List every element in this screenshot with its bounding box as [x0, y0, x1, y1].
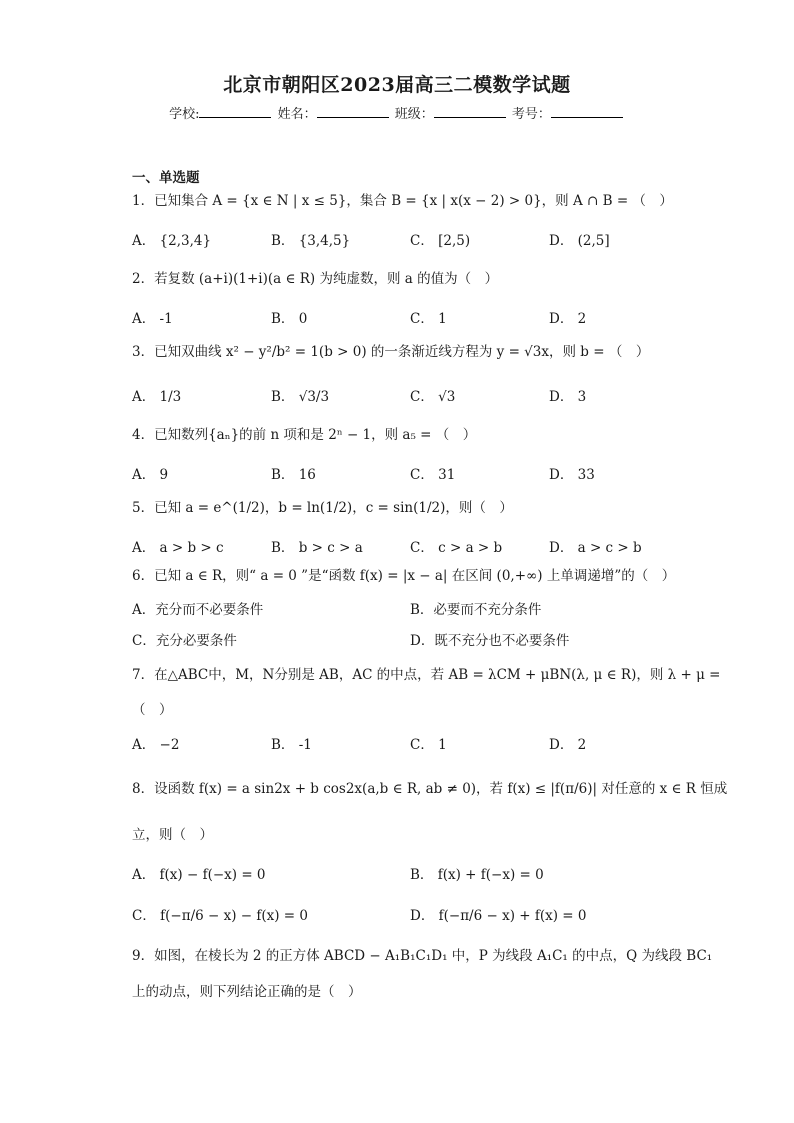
question-7-options — [132, 733, 672, 753]
question-2-stem: 2．若复数 (a+i)(1+i)(a ∈ R) 为纯虚数，则 a 的值为（ ） — [132, 271, 499, 287]
question-1-option-a[interactable]: A． {2,3,4} — [132, 233, 212, 249]
question-5-option-d[interactable]: D． a > c > b — [549, 540, 642, 556]
question-8-option-d[interactable]: D． f(−π/6 − x) + f(x) = 0 — [410, 908, 587, 924]
question-2-option-c[interactable]: C． 1 — [410, 311, 447, 327]
question-8-options-row-2 — [132, 904, 672, 924]
class-blank[interactable] — [434, 105, 506, 118]
question-7-stem: 7．在△ABC中，M，N分别是 AB，AC 的中点，若 AB = λCM + μBN(λ, μ ∈ R)，则 λ + μ = — [132, 667, 721, 683]
exam-no-label: 考号： — [511, 107, 551, 122]
question-3-stem: 3．已知双曲线 x² − y²/b² = 1(b > 0) 的一条渐近线方程为 y = √3x，则 b = （ ） — [132, 344, 650, 360]
question-8-options-row-1 — [132, 863, 672, 883]
school-label: 学校: — [169, 107, 200, 122]
question-1-option-b[interactable]: B． {3,4,5} — [271, 233, 351, 249]
section-title: 一、单选题 — [132, 170, 200, 186]
question-1-options — [132, 229, 672, 249]
question-3-option-b[interactable]: B． √3/3 — [271, 389, 330, 405]
question-6-option-b[interactable]: B．必要而不充分条件 — [410, 602, 542, 618]
student-info-line — [0, 103, 794, 122]
question-9-stem: 9．如图，在棱长为 2 的正方体 ABCD − A₁B₁C₁D₁ 中，P 为线段 A₁C₁ 的中点，Q 为线段 BC₁ — [132, 948, 713, 964]
question-1-option-c[interactable]: C． [2,5) — [410, 233, 471, 249]
question-8-option-b[interactable]: B． f(x) + f(−x) = 0 — [410, 867, 544, 883]
question-4-option-d[interactable]: D． 33 — [549, 467, 595, 483]
question-4-stem: 4．已知数列{aₙ}的前 n 项和是 2ⁿ − 1，则 a₅ = （ ） — [132, 427, 477, 443]
question-2-option-d[interactable]: D． 2 — [549, 311, 587, 327]
question-8-stem-cont: 立，则（ ） — [132, 827, 213, 843]
question-6-option-a[interactable]: A．充分而不必要条件 — [132, 602, 264, 618]
question-3-options — [132, 385, 672, 405]
question-5-stem: 5．已知 a = e^(1/2)，b = ln(1/2)，c = sin(1/2)，则（ ） — [132, 500, 513, 516]
name-label: 姓名： — [277, 107, 317, 122]
name-blank[interactable] — [317, 105, 389, 118]
question-2-option-a[interactable]: A． -1 — [132, 311, 173, 327]
question-6-option-d[interactable]: D．既不充分也不必要条件 — [410, 633, 570, 649]
question-5-option-a[interactable]: A． a > b > c — [132, 540, 224, 556]
question-7-stem-cont: （ ） — [132, 702, 173, 718]
question-7-option-b[interactable]: B． -1 — [271, 737, 312, 753]
school-blank[interactable] — [199, 105, 271, 118]
question-1-stem: 1．已知集合 A = {x ∈ N | x ≤ 5}，集合 B = {x | x(x − 2) > 0}，则 A ∩ B = （ ） — [132, 193, 673, 209]
question-3-option-c[interactable]: C． √3 — [410, 389, 456, 405]
question-5-option-c[interactable]: C． c > a > b — [410, 540, 503, 556]
question-7-option-a[interactable]: A． −2 — [132, 737, 180, 753]
question-6-stem: 6．已知 a ∈ R，则“ a = 0 ”是“函数 f(x) = |x − a| 在区间 (0,+∞) 上单调递增”的（ ） — [132, 568, 676, 584]
question-3-option-a[interactable]: A． 1/3 — [132, 389, 182, 405]
question-3-option-d[interactable]: D． 3 — [549, 389, 587, 405]
exam-title: 北京市朝阳区2023届高三二模数学试题 — [223, 74, 571, 96]
question-2-options — [132, 307, 672, 327]
question-9-stem-cont: 上的动点，则下列结论正确的是（ ） — [132, 984, 362, 1000]
question-1-option-d[interactable]: D． (2,5] — [549, 233, 610, 249]
exam-no-blank[interactable] — [551, 105, 623, 118]
question-4-option-a[interactable]: A． 9 — [132, 467, 169, 483]
question-7-option-d[interactable]: D． 2 — [549, 737, 587, 753]
question-4-option-b[interactable]: B． 16 — [271, 467, 316, 483]
question-5-option-b[interactable]: B． b > c > a — [271, 540, 363, 556]
question-7-option-c[interactable]: C． 1 — [410, 737, 447, 753]
question-2-option-b[interactable]: B． 0 — [271, 311, 308, 327]
class-label: 班级： — [394, 107, 434, 122]
question-8-stem: 8．设函数 f(x) = a sin2x + b cos2x(a,b ∈ R, ab ≠ 0)，若 f(x) ≤ |f(π/6)| 对任意的 x ∈ R 恒成 — [132, 781, 728, 797]
question-6-option-c[interactable]: C．充分必要条件 — [132, 633, 237, 649]
question-6-options-row-2 — [132, 629, 672, 649]
question-5-options — [132, 536, 672, 556]
question-4-options — [132, 463, 672, 483]
question-8-option-c[interactable]: C． f(−π/6 − x) − f(x) = 0 — [132, 908, 309, 924]
question-4-option-c[interactable]: C． 31 — [410, 467, 456, 483]
question-8-option-a[interactable]: A． f(x) − f(−x) = 0 — [132, 867, 266, 883]
question-6-options-row-1 — [132, 598, 672, 618]
